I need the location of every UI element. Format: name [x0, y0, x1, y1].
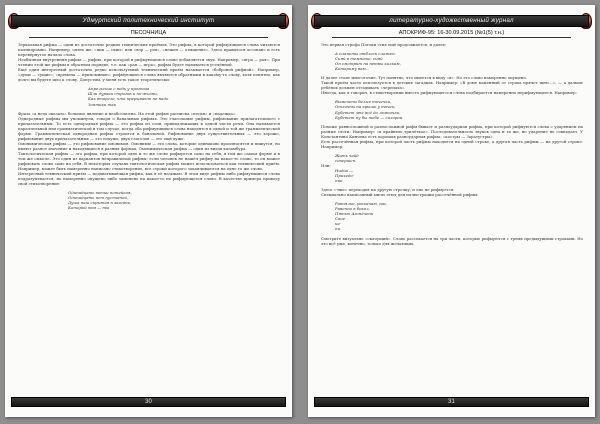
paragraph: Ещё один интересный достаточно редко используемый технический приём называется «бобровой рифмой». Например, «дуще — сущие», «времена — припоминан»: рифмующиеся слова являются обратными к какому-то слову, хотя понятно, как долго вы будете шло к слову. Допустим, у меня есть такое теоретически:: [18, 67, 280, 83]
left-body-text: [18, 42, 280, 392]
paragraph: Необычная внутренняя рифма — рифма, при которой в рифмующемся слове добавляется звук. Например, «игра — рая». При чтении этой же рифмы в обратном порядке, т.е. как «рая — игра», рифма будет называться усечённой.: [18, 57, 280, 68]
poem-line: Бубетет пу бы тебе — салорон.: [335, 114, 404, 120]
poem-line: Равнялко, раскачаю, нас,: [335, 201, 388, 207]
paragraph: Иногда, как я говорил, в стихотворении вместо рифмующегося слова подбирается намеренно нерифмующееся. Например:: [321, 90, 577, 96]
poem-line: Которой нам — ты: [68, 205, 110, 211]
poem-excerpt: [321, 201, 583, 231]
poem-line: Жить чайд: [335, 152, 359, 158]
poem-line: Он смотрит на ветвы колким,: [335, 61, 401, 67]
left-section-title: ПЕСОЧНИЦА: [29, 29, 268, 38]
poem-line: Пятью Агонёчени: [335, 211, 374, 217]
poem-line: Вымечены белые точечки,: [335, 99, 392, 105]
poem-line: Как вторгло, что прерывают не надо: [88, 96, 169, 102]
right-page: [308, 5, 595, 417]
poem-line: Бубетет мне всё до лампочки,: [335, 109, 401, 115]
or-label: Или:: [321, 162, 331, 168]
poem-line: ни.: [335, 226, 342, 232]
paragraph: Тавтологическая рифма — это рифма, при которой одно и то же слово рифмуется само на себя, в том же самом форме и в том же смысле. Это один из вариантов неправильной рифмы: если человек не нашёл рифму на какое-то слово, то он может рифмовать слово само на себя. В некоторых случаях тавтологическая рифма может использоваться как технический приём. Например, может быть намеренно написано стихотворение, все строки которого заканчиваются на одно то же слово.: [18, 150, 280, 172]
poem-line: Одинадцать пет пустотой,: [68, 195, 129, 201]
paragraph: Интересный технический приём — подхватывающая рифма, как я её называю. В этом виде рифмы либо рифмующиеся слова подразумевается, но намеренно опущено либо заменено на какое-то не рифмующееся слово. В качестве примера приведу свой стихотворение:: [18, 171, 280, 187]
poem-line: Нидоа —: [335, 167, 354, 173]
poem-line: Душа наш скрытая в загейне,: [68, 200, 132, 206]
left-page: [5, 5, 292, 417]
poem-line: А планеты отблеск сложен.: [335, 51, 396, 57]
poem-line: Свое: [335, 216, 345, 222]
right-body-text: [321, 42, 583, 392]
paragraph: Омонимическая рифма — это рифмование омонимов. Омонимы — это слова, которые одинаково произносятся и пишутся, но имеют разное значение и находящиеся в разных формах. Омонимическая рифма — один из видов каламбура.: [18, 140, 280, 151]
paragraph: Специально написанный мною этюд для иллюстрации рассечённой рифмы:: [321, 192, 479, 198]
poem-excerpt: [321, 99, 583, 119]
poem-line: Прихедо-: [335, 173, 355, 179]
poem-line: Апрельские с ведь у прогноза: [88, 86, 150, 92]
poem-excerpt: [18, 190, 280, 210]
right-page-banner: литературно-художественный журнал: [314, 15, 589, 27]
poem-line: Шли дураки строгов и по-жизни,: [88, 91, 159, 97]
poem-excerpt: [18, 86, 280, 106]
paragraph: Есть рассечённая рифма, при которой часть рифмы находится на одной строке, а другая часть рифмы — на другой строке. Например:: [321, 138, 583, 149]
right-section-title: АПОКРИФ-95: 16-30.09.2015 (№1(5) т.н.): [332, 29, 571, 38]
poem-line: Равенно в бокал,: [335, 206, 370, 212]
poem-excerpt: [321, 168, 583, 183]
right-page-number: 31: [314, 397, 589, 407]
poem-line: ка-: [335, 221, 341, 227]
poem-line: Отличны на крыше у точек,: [335, 104, 396, 110]
paragraph: Смотрите визуально «скачущий». Слово рассекается на три части, которые рифмуются с тремя предыдущими строками. Но это всё уже, конечно, только для желающих.: [321, 235, 583, 246]
poem-line: Сияй в темноте, сияй: [335, 56, 383, 62]
poem-line: ние.: [335, 178, 344, 184]
left-page-banner: Удмуртский политехнический институт: [11, 15, 286, 27]
paragraph: Зеркальная рифма — один из достаточно редких технических приёмов. Это рифма, в которой рифмующиеся слова читаются палиндромно. Например, опять же, «пик — скип» или «вор — ров», «нежен — отмщение». Здесь правилося ассонанс и есть перевёрнутое начало слова.: [18, 42, 280, 58]
paragraph: Однородные рифмы мы упоминули, говоря о банальных рифмах. Это глагольные рифмы, рифмование прилагательного с прилагательным. То есть однородная рифма — это рифма из слов, принадлежащих к одной части речи. Она называется параллельной или грамматической в том случае, когда оба рифмующихся слова находятся в одной и той же грамматической форме. Грамматическая однородная рифма строится в банальной. Рифмование двух существительных — это хорошо, рифмование двух прилагательных — это похуже, двух глаголов — это ещё хуже.: [18, 115, 280, 141]
paragraph: Фраза «а неда оказать» большое явление и неабсолютна. На этой рифме расписка «песня» и «надежда».: [18, 110, 237, 116]
paragraph: Здесь «-ние» переходит на другую строчку, и оно не рифмуется.: [321, 187, 455, 193]
left-page-number: 30: [11, 397, 286, 407]
poem-line: совершен.: [335, 157, 357, 163]
poem-excerpt: [321, 153, 583, 163]
poem-line: Одинадцать ветки потейкоя,: [68, 190, 132, 196]
poem-line: Зонтики так: [88, 101, 116, 107]
paragraph: И далее стоит многоточие. Тут понятно, что имеется в виду «я». Но это слово намеренно опущено.: [321, 75, 528, 81]
paragraph: Похоже равносложной и разносложной рифм бывает и разноударная рифма, при которой рифмуются слова с ударением на разные слоги. Например: «в крайнюю трилёткое». Последовательность звуков одна и та же, но ударение не совпадает. У Константина Кинчева есть хорошая разноударная рифма: «костры — Заратустры».: [321, 123, 583, 139]
paragraph: Такой приём часто используется в детских загадках. Например: «В доме каменный от страха прячет шею…», — а дальше ребёнок должен отгадывать «черепаха».: [321, 80, 583, 91]
poem-line: Которому вам...: [335, 66, 370, 72]
poem-excerpt: [321, 51, 583, 71]
paragraph: Это первая строфа Потоки стих ещё продолжается, и далее:: [321, 42, 447, 47]
